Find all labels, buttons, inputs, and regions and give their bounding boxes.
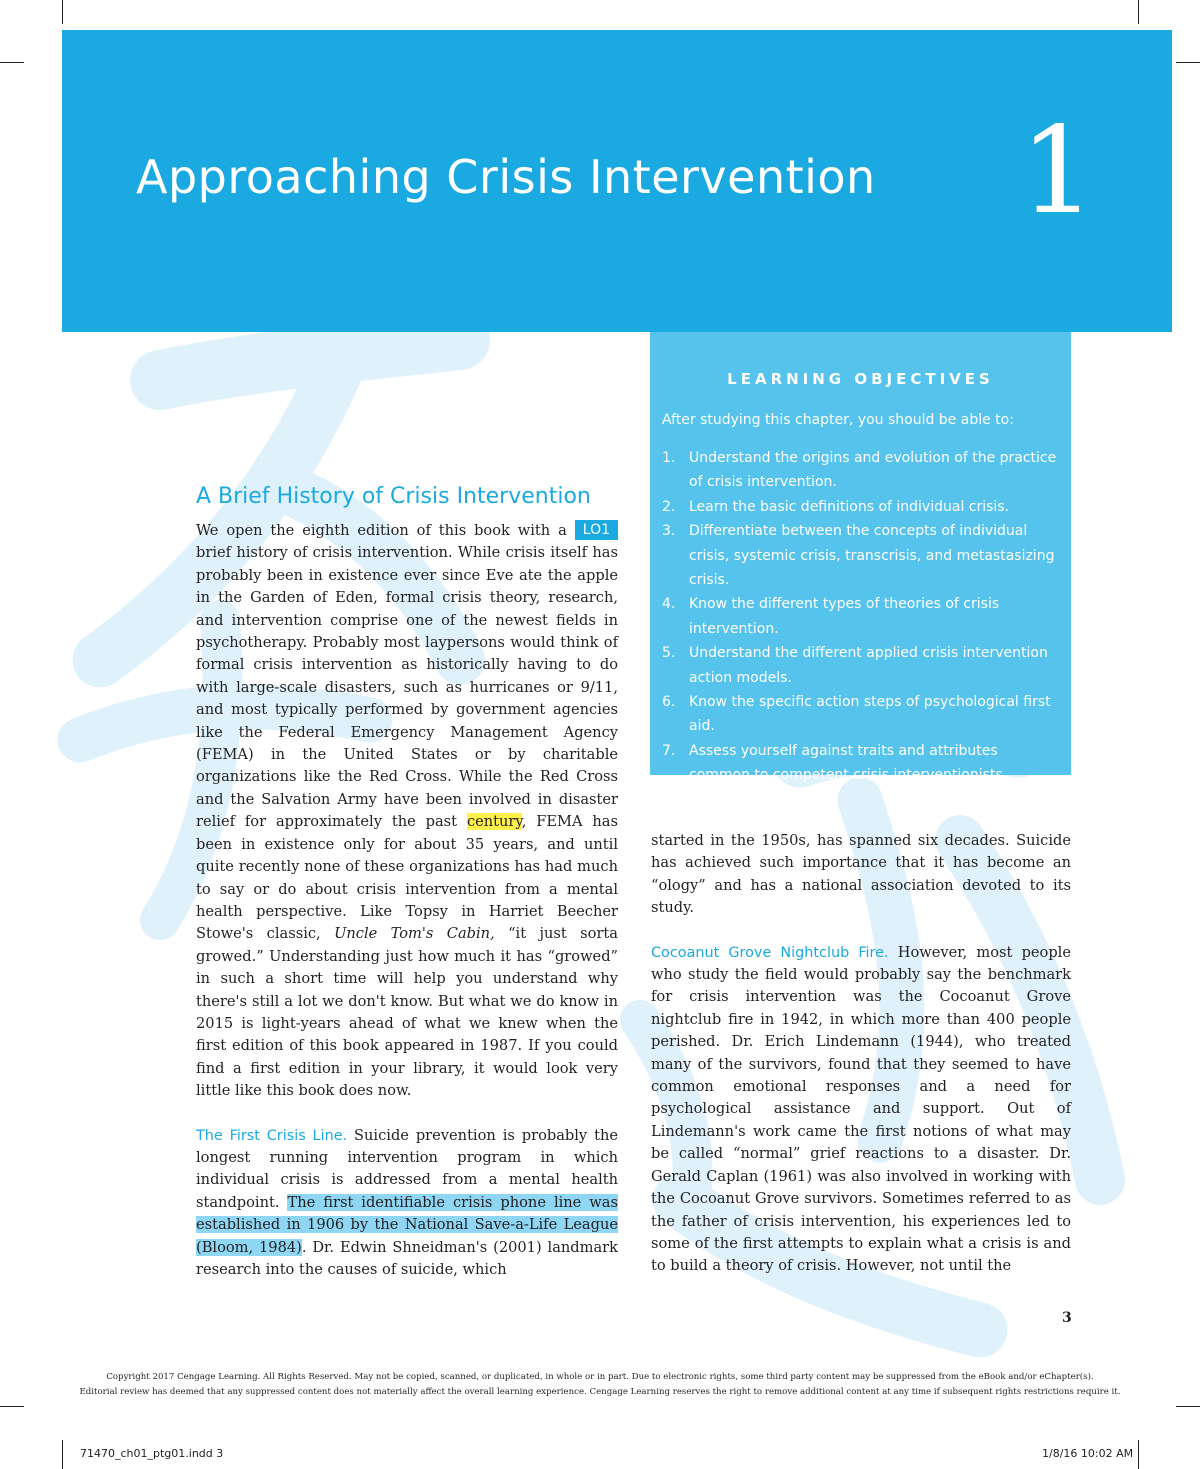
paragraph: started in the 1950s, has spanned six decades. Suicide has achieved such importance that it has become an “ology” and has a national association devoted to its study.: [651, 832, 1071, 917]
list-item: [662, 690, 1062, 739]
paragraph-text: “it just sorta growed.” Understanding just how much it has “growed” in such a short time will help you understand why there's still a lot we don't know. But what we do know in 2015 is light-years ahead of what we knew when the first edition of this book appeared in 1987. If you could find a first edition in your library, it would look very little like this book does now.: [196, 925, 618, 1100]
learning-objectives-box: [650, 332, 1071, 784]
crop-mark: [1176, 1406, 1200, 1407]
list-item-text: Understand the origins and evolution of the practice of crisis intervention.: [689, 450, 1057, 491]
subheading-first-crisis-line: The First Crisis Line.: [196, 1127, 348, 1144]
list-item-number: 7.: [662, 742, 676, 759]
book-title: Uncle Tom's Cabin,: [334, 925, 495, 943]
crop-mark: [0, 62, 24, 63]
page-number: 3: [1062, 1310, 1072, 1326]
list-item-text: Learn the basic definitions of individual crisis.: [689, 498, 1010, 515]
list-item-number: 3.: [662, 523, 676, 540]
list-item-number: 2.: [662, 498, 676, 515]
crop-mark: [1176, 62, 1200, 63]
crop-mark: [62, 0, 63, 24]
learning-objectives-heading: LEARNING OBJECTIVES: [727, 370, 994, 388]
print-slug-date: 1/8/16 10:02 AM: [1042, 1447, 1134, 1460]
paragraph-text: However, most people who study the field would probably say the benchmark for crisis intervention was the Cocoanut Grove nightclub fire in 1942, in which more than 400 people perished. Dr. Erich Lindemann (1944), who treated many of the survivors, found that they seemed to have common emotional responses and a need for psychological assistance and support. Out of Lindemann's work came the first notions of what may be called “normal” grief reactions to a disaster. Dr. Gerald Caplan (1961) was also involved in working with the Cocoanut Grove survivors. Sometimes referred to as the father of crisis intervention, his experiences led to some of the first attempts to explain what a crisis is and to build a theory of crisis. However, not until the: [651, 943, 1071, 1275]
highlighted-text: The first identifiable crisis phone line was established in 1906 by the National Save-a-Life League (Bloom, 1984): [196, 1193, 618, 1256]
paragraph-spacer: [196, 1103, 618, 1125]
paragraph-text: Suicide prevention is probably the longest running intervention program in which individual crisis is addressed from a mental health standpoint.: [196, 1126, 618, 1211]
right-column: [651, 830, 1071, 1278]
left-column: [196, 520, 618, 1281]
paragraph-text: , FEMA has been in existence only for about 35 years, and until quite recently none of these organizations has had much to say or do about crisis intervention from a mental health perspective. Like Topsy in Harriet Beecher Stowe's classic,: [196, 813, 618, 943]
paragraph: [196, 520, 618, 1103]
list-item-number: 4.: [662, 596, 676, 613]
crop-mark: [1138, 1440, 1139, 1469]
list-item: [662, 519, 1062, 592]
paragraph-spacer: [651, 920, 1071, 942]
list-item: [662, 739, 1062, 788]
copyright-notice-line1: Copyright 2017 Cengage Learning. All Rights Reserved. May not be copied, scanned, or duplicated, in whole or in part. Due to electronic rights, some third party content may be suppressed from the eBook and/or eChapter(s).: [106, 1372, 1094, 1382]
chapter-number: 1: [1019, 102, 1096, 241]
list-item-text: Differentiate between the concepts of individual crisis, systemic crisis, transcrisis, and metastasizing crisis.: [689, 523, 1055, 589]
list-item-text: Know the specific action steps of psychological first aid.: [689, 694, 1051, 735]
list-item-number: 5.: [662, 645, 676, 662]
learning-objective-tag: LO1: [575, 520, 618, 540]
highlighted-text: century: [466, 813, 522, 831]
list-item-number: 6.: [662, 694, 676, 711]
crop-mark: [0, 1406, 24, 1407]
list-item: [662, 446, 1062, 495]
list-item: [662, 641, 1062, 690]
crop-mark: [62, 1440, 63, 1469]
paragraph: [196, 1125, 618, 1282]
paragraph-text: We open the eighth edition of this book with a brief history of crisis intervention. While crisis itself has probably been in existence ever since Eve ate the apple in the Garden of Eden, formal crisis theory, research, and intervention comprise one of the newest fields in psychotherapy. Probably most laypersons would think of formal crisis intervention as historically having to do with large-scale disasters, such as hurricanes or 9/11, and most typically performed by government agencies like the Federal Emergency Management Agency (FEMA) in the United States or by charitable organizations like the Red Cross. While the Red Cross and the Salvation Army have been involved in disaster relief for approximately the past: [196, 522, 618, 831]
learning-objectives-list: [662, 446, 1062, 788]
learning-objectives-intro: After studying this chapter, you should be able to:: [662, 412, 1014, 428]
section-heading: A Brief History of Crisis Intervention: [196, 484, 591, 509]
list-item-number: 1.: [662, 450, 676, 466]
subheading-cocoanut-grove: Cocoanut Grove Nightclub Fire.: [651, 944, 889, 961]
list-item-text: Understand the different applied crisis intervention action models.: [689, 645, 1048, 686]
paragraph: [651, 942, 1071, 1278]
list-item-text: Know the different types of theories of crisis intervention.: [689, 596, 1000, 637]
list-item-text: Assess yourself against traits and attributes common to competent crisis interventionists.: [689, 742, 1008, 784]
crop-mark: [1138, 0, 1139, 24]
list-item: [662, 495, 1062, 519]
paragraph-text: . Dr. Edwin Shneidman's (2001) landmark research into the causes of suicide, which: [196, 1238, 618, 1278]
print-slug-file: 71470_ch01_ptg01.indd 3: [80, 1447, 224, 1460]
list-item: [662, 592, 1062, 641]
chapter-title: Approaching Crisis Intervention: [136, 150, 876, 204]
copyright-notice-line2: Editorial review has deemed that any suppressed content does not materially affect the overall learning experience. Cengage Learning reserves the right to remove additional content at any time if subsequent rights restrictions require it.: [79, 1387, 1121, 1397]
